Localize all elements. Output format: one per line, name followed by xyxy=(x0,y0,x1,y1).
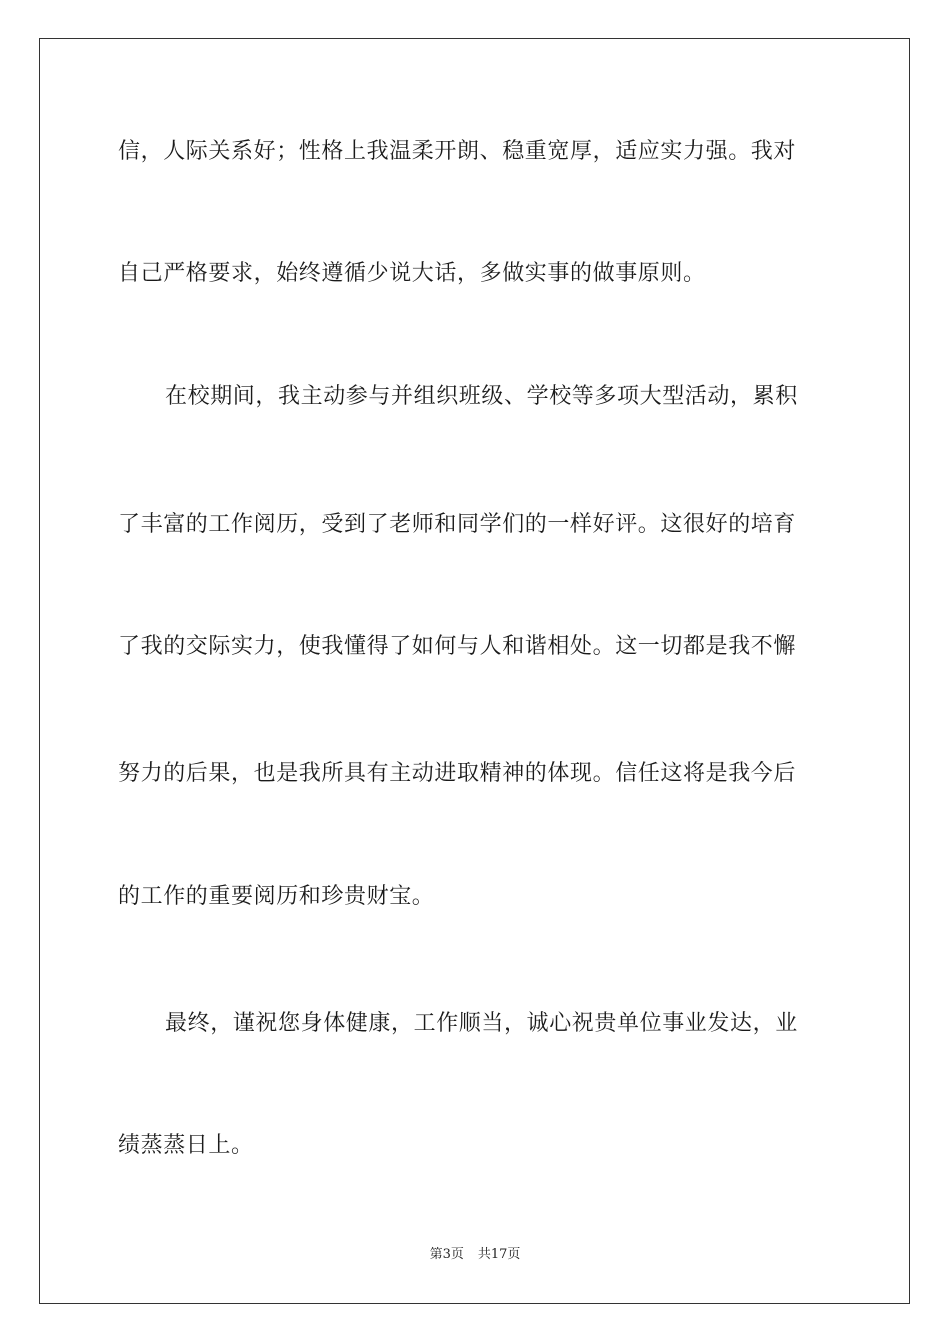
page-footer xyxy=(0,1246,950,1264)
paragraph-line: 努力的后果，也是我所具有主动进取精神的体现。信任这将是我今后 xyxy=(118,761,797,786)
paragraph-line: 信，人际关系好；性格上我温柔开朗、稳重宽厚，适应实力强。我对 xyxy=(118,139,797,164)
paragraph-line: 了丰富的工作阅历，受到了老师和同学们的一样好评。这很好的培育 xyxy=(118,512,797,537)
paragraph-line: 在校期间，我主动参与并组织班级、学校等多项大型活动，累积 xyxy=(165,384,798,409)
page-number: 第3页 xyxy=(429,1247,464,1262)
paragraph-line: 最终，谨祝您身体健康，工作顺当，诚心祝贵单位事业发达，业 xyxy=(165,1011,798,1036)
paragraph-line: 的工作的重要阅历和珍贵财宝。 xyxy=(118,884,435,909)
paragraph-line: 绩蒸蒸日上。 xyxy=(118,1133,254,1158)
paragraph-line: 自己严格要求，始终遵循少说大话，多做实事的做事原则。 xyxy=(118,261,706,286)
paragraph-line: 了我的交际实力，使我懂得了如何与人和谐相处。这一切都是我不懈 xyxy=(118,634,797,659)
page-total: 共17页 xyxy=(477,1247,521,1262)
page-border xyxy=(39,38,910,1304)
